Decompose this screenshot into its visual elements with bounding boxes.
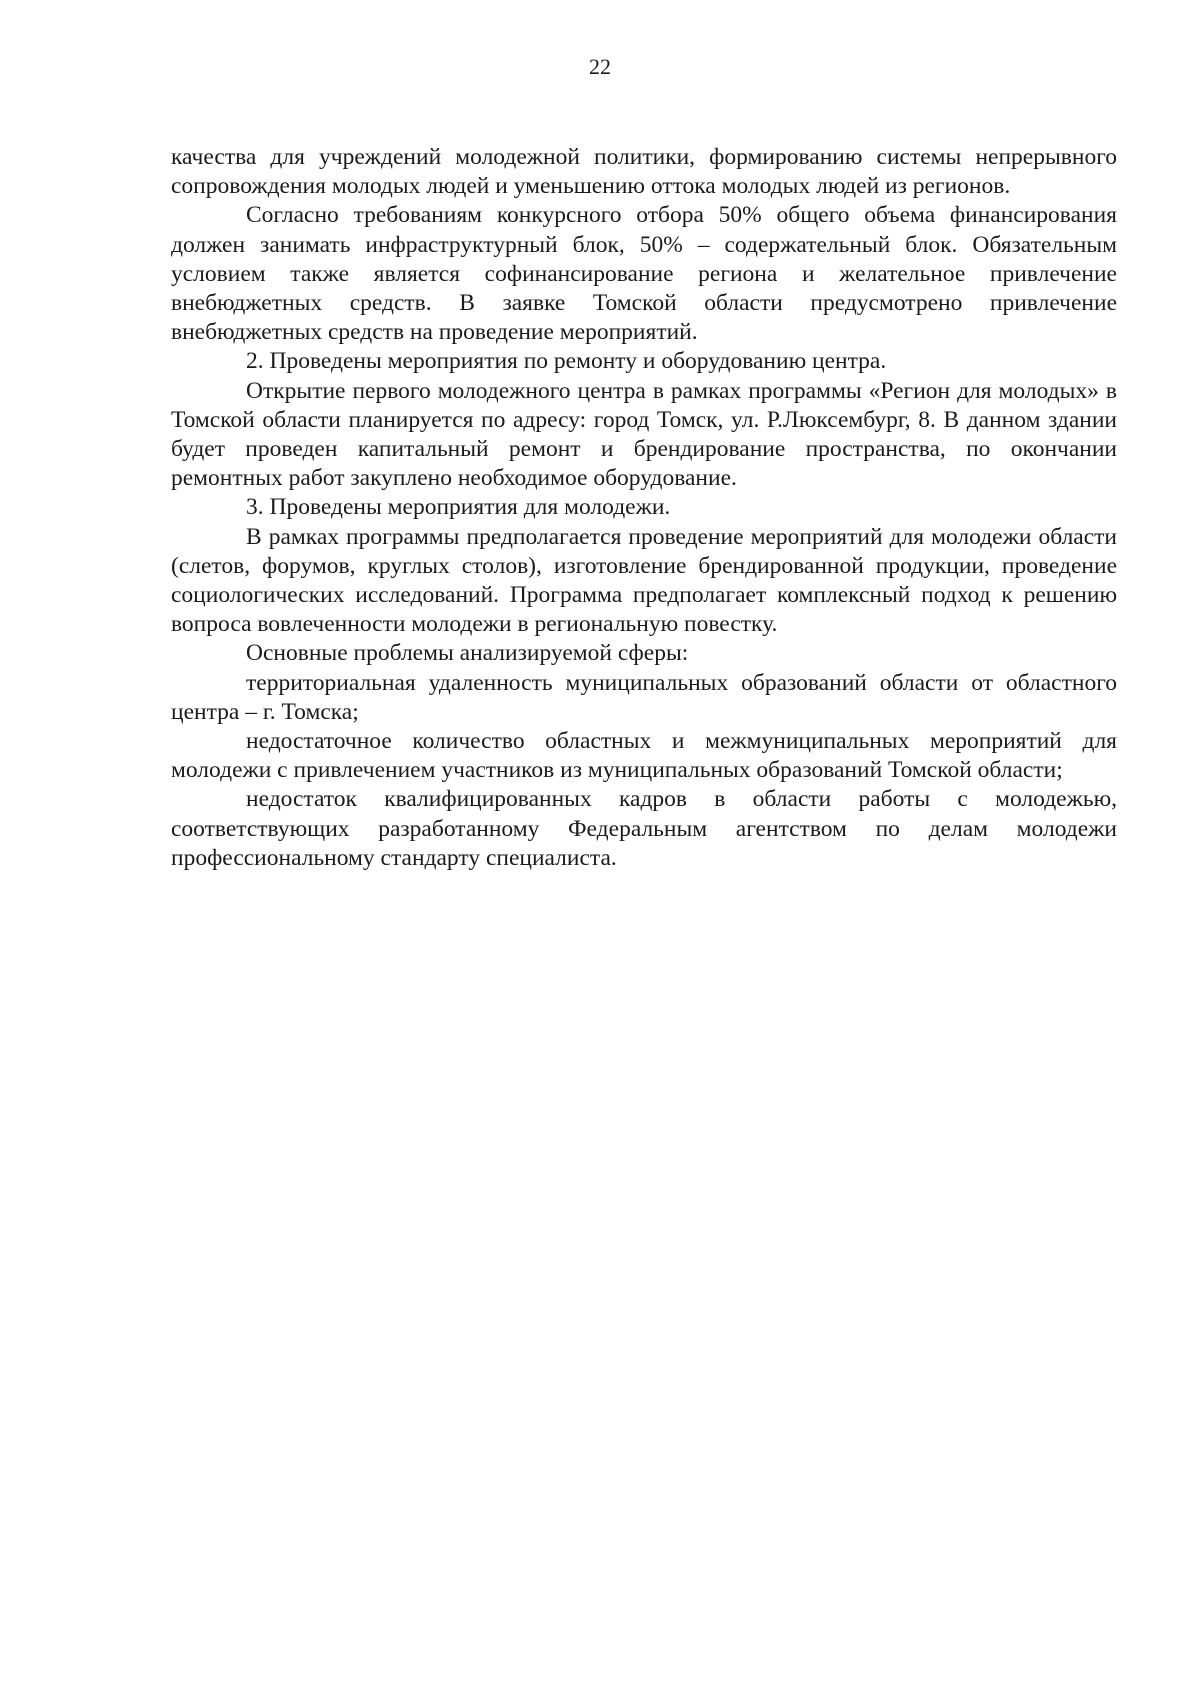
paragraph-program-events: В рамках программы предполагается проведение мероприятий для молодежи области (слетов, форумов, круглых столов), изготовление брендированной продукции, проведение социологических исследований. Программа предполагает комплексный подход к решению вопроса вовлеченности молодежи в региональную повестку. <box>171 523 1117 638</box>
paragraph-problem-events-shortage: недостаточное количество областных и межмуниципальных мероприятий для молодежи с привлечением участников из муниципальных образований Томской области; <box>171 728 1117 784</box>
paragraph-youth-center-opening: Открытие первого молодежного центра в рамках программы «Регион для молодых» в Томской области планируется по адресу: город Томск, ул. Р.Люксембург, 8. В данном здании будет проведен капитальный ремонт и брендирование пространства, по окончании ремонтных работ закуплено необходимое оборудование. <box>171 377 1117 492</box>
paragraph-continuation: качества для учреждений молодежной политики, формированию системы непрерывного сопровождения молодых людей и уменьшению оттока молодых людей из регионов. <box>171 144 1117 200</box>
paragraph-problem-staff-shortage: недостаток квалифицированных кадров в области работы с молодежью, соответствующих разработанному Федеральным агентством по делам молодежи профессиональному стандарту специалиста. <box>171 786 1117 871</box>
document-body <box>171 143 1117 873</box>
paragraph-item-3-heading: 3. Проведены мероприятия для молодежи. <box>246 494 671 521</box>
paragraph-item-2-heading: 2. Проведены мероприятия по ремонту и оборудованию центра. <box>246 348 887 375</box>
paragraph-funding-requirements: Согласно требованиям конкурсного отбора 50% общего объема финансирования должен занимать инфраструктурный блок, 50% – содержательный блок. Обязательным условием также является софинансирование региона и желательное привлечение внебюджетных средств. В заявке Томской области предусмотрено привлечение внебюджетных средств на проведение мероприятий. <box>171 202 1117 346</box>
paragraph-main-problems-heading: Основные проблемы анализируемой сферы: <box>246 640 689 667</box>
paragraph-problem-remoteness: территориальная удаленность муниципальных образований области от областного центра – г. Томска; <box>171 669 1117 725</box>
page-number: 22 <box>589 54 611 79</box>
